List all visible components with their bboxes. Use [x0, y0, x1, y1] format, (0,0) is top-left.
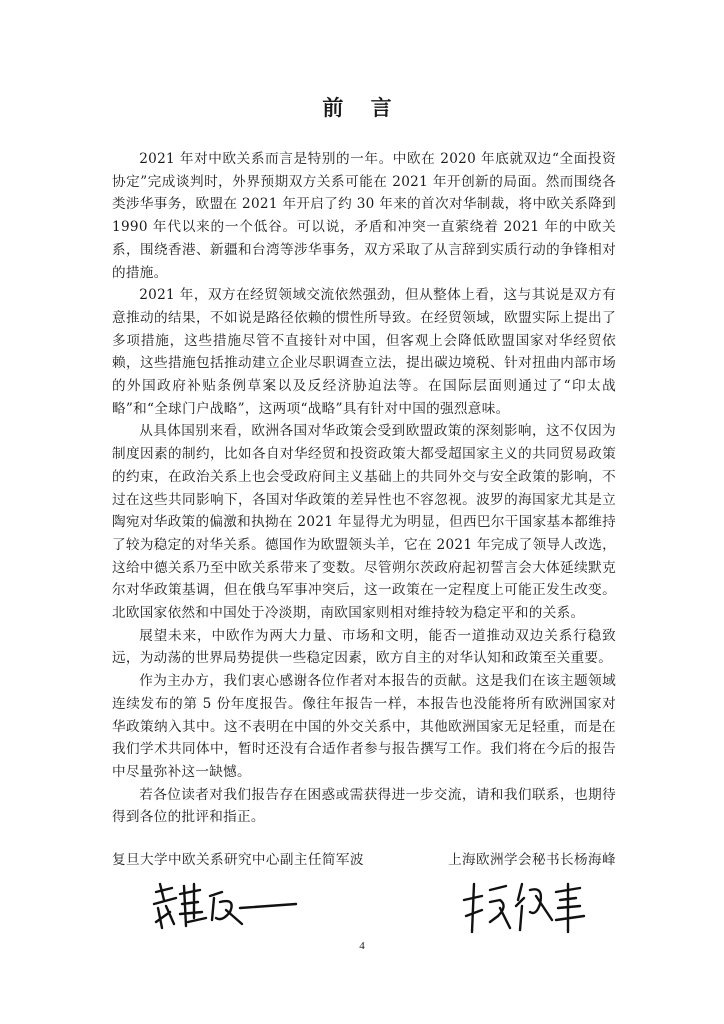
signature-left-attribution: 复旦大学中欧关系研究中心副主任简军波 — [112, 852, 364, 868]
paragraph-2: 2021 年，双方在经贸领域交流依然强劲，但从整体上看，这与其说是双方有意推动的结果，不如说是路径依赖的惯性所导致。在经贸领域，欧盟实际上提出了多项措施，这些措施尽管不直接针对中国，但客观上会降低欧盟国家对华经贸依赖，这些措施包括推动建立企业尽职调查立法，提出碳边境税、针对扭曲内部市场的外国政府补贴条例草案以及反经济胁迫法等。在国际层面则通过了“印太战略”和“全球门户战略”，这两项“战略”具有针对中国的强烈意味。 — [112, 287, 616, 417]
handwritten-signature-right — [460, 876, 590, 936]
page-number: 4 — [359, 940, 365, 952]
paragraph-3: 从具体国别来看，欧洲各国对华政策会受到欧盟政策的深刻影响，这不仅因为制度因素的制约，比如各自对华经贸和投资政策大都受超国家主义的共同贸易政策的约束，在政治关系上也会受政府间主义基础上的共同外交与安全政策的影响，不过在这些共同影响下，各国对华政策的差异性也不容忽视。波罗的海国家尤其是立陶宛对华政策的偏激和执拗在 2021 年显得尤为明显，但西巴尔干国家基本都维持了较为稳定的对华关系。德国作为欧盟领头羊，它在 2021 年完成了领导人改选，这给中德关系乃至中欧关系带来了变数。尽管朔尔茨政府起初誓言会大体延续默克尔对华政策基调，但在俄乌军事冲突后，这一政策在一定程度上可能正发生改变。北欧国家依然和中国处于冷淡期，南欧国家则相对维持较为稳定平和的关系。 — [112, 423, 616, 622]
paragraph-1: 2021 年对中欧关系而言是特别的一年。中欧在 2020 年底就双边“全面投资协定”完成谈判时，外界预期双方关系可能在 2021 年开创新的局面。然而围绕各类涉华事务，欧盟在 2021 年开启了约 30 年来的首次对华制裁，将中欧关系降到 1990 年代以来的一个低谷。可以说，矛盾和冲突一直萦绕着 2021 年的中欧关系，围绕香港、新疆和台湾等涉华事务，双方采取了从言辞到实质行动的争锋相对的措施。 — [112, 151, 616, 281]
paragraph-6: 若各位读者对我们报告存在困惑或需获得进一步交流，请和我们联系，也期待得到各位的批评和指正。 — [112, 786, 616, 826]
page-title: 前 言 — [322, 96, 402, 120]
signature-right-attribution: 上海欧洲学会秘书长杨海峰 — [448, 852, 616, 868]
signature-attribution-row — [112, 848, 616, 868]
paragraph-4: 展望未来，中欧作为两大力量、市场和文明，能否一道推动双边关系行稳致远，为动荡的世界局势提供一些稳定因素，欧方自主的对华认知和政策至关重要。 — [112, 627, 616, 667]
body-text — [112, 148, 616, 829]
handwritten-signature-left — [150, 878, 300, 934]
paragraph-5: 作为主办方，我们衷心感谢各位作者对本报告的贡献。这是我们在该主题领域连续发布的第 5 份年度报告。像往年报告一样，本报告也没能将所有欧洲国家对华政策纳入其中。这不表明在中国的外交关系中，其他欧洲国家无足轻重，而是在我们学术共同体中，暂时还没有合适作者参与报告撰写工作。我们将在今后的报告中尽量弥补这一缺憾。 — [112, 673, 616, 780]
